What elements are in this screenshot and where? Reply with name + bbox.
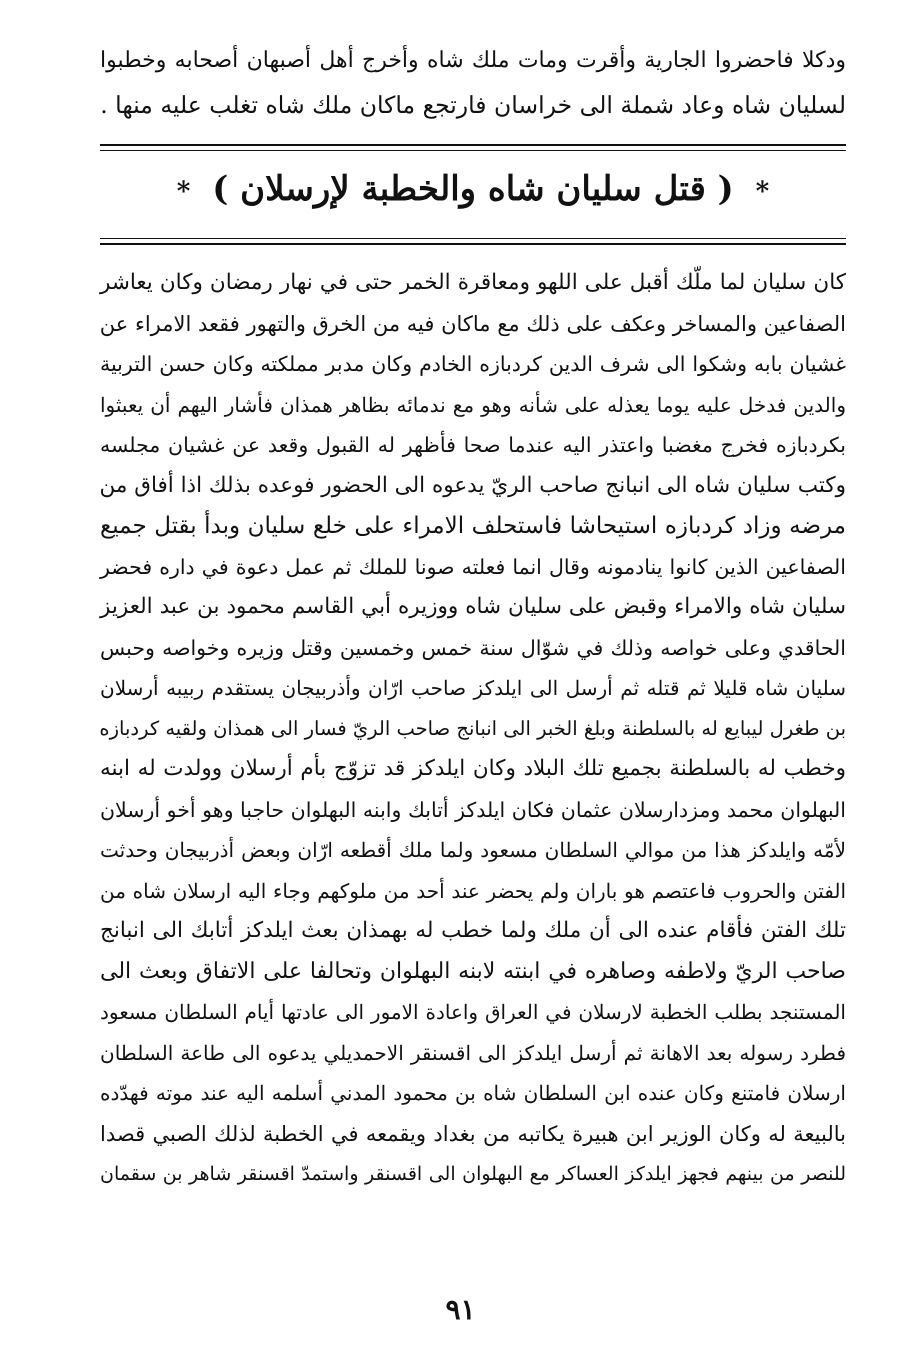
- body-paragraph: [100, 263, 846, 1195]
- body-line: سليان شاه قليلا ثم قتله ثم أرسل الى ايلدكز صاحب ارّان وأذربيجان يستقدم ربيبه أرسلان: [100, 676, 846, 700]
- heading-star-right: *: [755, 177, 770, 207]
- body-line: سليان شاه والامراء وقبض على سليان شاه ووزيره أبي القاسم محمود بن عبد العزيز: [100, 594, 846, 619]
- body-line: تلك الفتن فأقام عنده الى أن ملك ولما خطب له بهمذان بعث ايلدكز أتابك الى انبانج: [100, 918, 846, 943]
- body-line: الصفاعين الذين كانوا ينادمونه وقال انما فعلته صونا للملك ثم عمل دعوة في داره فحضر: [100, 554, 846, 579]
- body-line: وكتب سليان شاه الى انبانج صاحب الريّ يدعوه الى الحضور فوعده بذلك اذا أفاق من: [99, 472, 846, 498]
- body-line: المستنجد بطلب الخطبة لارسلان في العراق واعادة الامور الى عادتها أيام السلطان مسعود: [100, 1000, 846, 1024]
- book-page: [100, 38, 846, 1195]
- body-line: فطرد رسوله بعد الاهانة ثم أرسل ايلدكز الى اقسنقر الاحمديلي يدعوه الى طاعة السلطان: [100, 1040, 847, 1065]
- intro-paragraph: [100, 38, 846, 128]
- body-line: ارسلان فامتنع وكان عنده ابن السلطان شاه بن محمود المدني أسلمه اليه عند موته فهدّده: [100, 1081, 846, 1105]
- body-line: والدين فدخل عليه يوما يعذله على شأنه وهو مع ندمائه بظاهر همذان فأشار اليهم أن يعبثوا: [100, 392, 846, 417]
- body-line: الفتن والحروب فاعتصم هو باران ولم يحضر عند أحد من ملوكهم وجاء اليه ارسلان شاه من: [100, 878, 847, 903]
- body-line: الصفاعين والمساخر وعكف على ذلك مع ماكان فيه من الخرق والتهور فقعد الامراء عن: [99, 311, 846, 336]
- top-double-rule: [100, 144, 846, 151]
- body-line: بن طغرل ليبايع له بالسلطنة وبلغ الخبر الى انبانج صاحب الريّ فسار الى همذان ولقيه كردبازه: [99, 716, 846, 740]
- body-line: البهلوان محمد ومزدارسلان عثمان فكان ايلدكز أتابك وابنه البهلوان حاجبا وهو أخو أرسلان: [100, 797, 846, 822]
- body-line: للنصر من بينهم فجهز ايلدكز العساكر مع البهلوان الى اقسنقر واستمدّ اقسنقر شاهر بن سقمان: [100, 1163, 846, 1185]
- intro-line: لسليان شاه وعاد شملة الى خراسان فارتجع ماكان ملك شاه تغلب عليه منها .: [100, 91, 846, 119]
- body-line: الحاقدي وعلى خواصه وذلك في شوّال سنة خمس وخمسين وقتل وزيره وخواصه وحبس: [100, 635, 846, 660]
- body-line: وخطب له بالسلطنة بجميع تلك البلاد وكان ايلدكز قد تزوّج بأم أرسلان وولدت له ابنه: [100, 756, 846, 781]
- body-line: بالبيعة له وكان الوزير ابن هبيرة يكاتبه من بغداد ويقمعه في الخطبة لذلك الصبي قصدا: [100, 1121, 846, 1146]
- body-line: صاحب الريّ ولاطفه وصاهره في ابنته لابنه البهلوان وتحالفا على الاتفاق وبعث الى: [100, 958, 846, 984]
- body-line: مرضه وزاد كردبازه استيحاشا فاستحلف الامراء على خلع سليان وبدأ بقتل جميع: [100, 513, 846, 539]
- heading-title: ( قتل سليان شاه والخطبة لإرسلان ): [212, 169, 734, 209]
- intro-line: ودكلا فاحضروا الجارية وأقرت ومات ملك شاه وأخرج أهل أصبهان أصحابه وخطبوا: [100, 48, 846, 73]
- heading-star-left: *: [176, 177, 191, 207]
- page-number: ٩١: [445, 1293, 476, 1326]
- section-heading: [100, 153, 846, 228]
- body-line: غشيان بابه وشكوا الى شرف الدين كردبازه الخادم وكان مدبر مملكته وكان حسن التربية: [100, 352, 846, 376]
- body-line: لأمّه وايلدكز هذا من موالي السلطان مسعود ولما ملك أقطعه ارّان وبعض أذربيجان وحدثت: [100, 838, 846, 862]
- body-line: بكردبازه فخرج مغضبا واعتذر اليه عندما صحا فأظهر له القبول وقعد عن غشيان مجلسه: [100, 433, 846, 457]
- bottom-double-rule: [100, 238, 846, 245]
- body-line: كان سليان لما ملّك أقبل على اللهو ومعاقرة الخمر حتى في نهار رمضان وكان يعاشر: [100, 270, 846, 295]
